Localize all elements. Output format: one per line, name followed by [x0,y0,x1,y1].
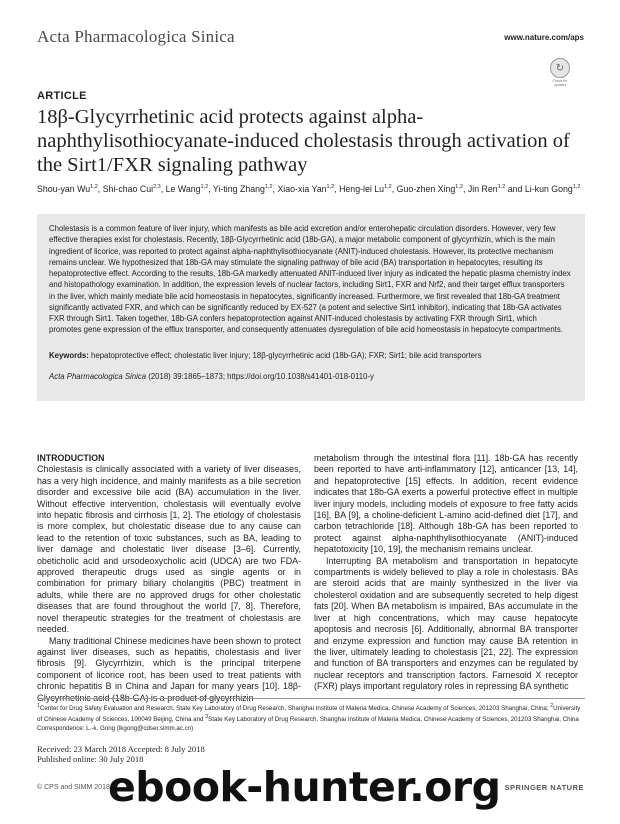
author-name: Yi-ting Zhang [212,183,265,194]
affiliations [37,702,585,733]
author-name: Le Wang [165,183,201,194]
citation [49,372,571,381]
article-title: 18β-Glycyrrhetinic acid protects against alpha-naphthylisothiocyanate-induced cholestasis through activation of the Sirt1/FXR signaling pathway [37,106,570,176]
abstract-box [37,214,585,401]
citation-details: (2018) 39:1865–1873; https://doi.org/10.1038/s41401-018-0110-y [146,372,374,381]
author-affiliation-marker: 1,2 [384,184,392,190]
abstract-text: Cholestasis is a common feature of liver injury, which manifests as bile acid excretion and/or enterohepatic circulation disorders. However, very few effective therapies exist for cholestasis. Recently, 18β-Glycyrrhetinic acid (18b-GA), a major metabolic component of glycyrrhizin, which is the main ingredient of licorice, was reported to protect against alpha-naphthylisothiocyanate (ANIT)-induced cholestasis. However, its protective mechanism remains unclear. We hypothesized that 18b-GA may stimulate the signaling pathway of bile acid (BA) transportation in hepatocytes, resulting its hepatoprotective effect. According to the results, 18b-GA markedly attenuated ANIT-induced liver injury as indicated the hepatic plasma chemistry index and histopathology examination. In addition, the expression levels of nuclear factors, including Sirt1, FXR and Nrf2, and their target efflux transporters in the liver, which mainly mediate bile acid homeostasis in hepatocytes, significantly increased. Furthermore, we first revealed that 18b-GA treatment significantly activated FXR, and which can be significantly reduced by EX-527 (a potent and selective Sirt1 inhibitor), indicating that 18b-GA activates FXR through Sirt1. Taken together, 18b-GA confers hepatoprotection against ANIT-induced cholestasis by activating FXR through Sirt1, which promotes gene expression of the efflux transporter, and consequently attenuates dysregulation of bile acid homeostasis in hepatocyte compartments. [49,224,571,335]
author-affiliation-marker: 2,3 [153,184,161,190]
affiliation-marker: 2 [550,703,554,709]
citation-journal: Acta Pharmacologica Sinica [49,372,147,381]
copyright: © CPS and SIMM 2018 [37,784,110,791]
keywords-text: hepatoprotective effect; cholestatic liver injury; 18β-glycyrrhetinic acid (18b-GA); FXR; Sirt1; bile acid transporters [91,351,482,360]
author-affiliation-marker: 1,2 [572,184,581,190]
paragraph: Many traditional Chinese medicines have been shown to protect against liver diseases, such as hepatitis, cholestasis and liver fibrosis [9]. Glycyrrhizin, which is the principal triterpene component of licorice root, has been used to treat patients with chronic hepatitis B in China and Japan for many years [10]. 18β-Glycyrrhetinic acid (18b-GA) is a product of glycyrrhizin [37,635,301,703]
received-accepted: Received: 23 March 2018 Accepted: 8 July 2018 [37,744,205,754]
journal-website-link[interactable]: www.nature.com/aps [504,33,584,42]
author-name: Heng-lei Lu [339,183,385,194]
author-name: Jin Ren [467,183,498,194]
check-for-updates-badge[interactable] [548,58,572,86]
watermark: ebook-hunter.org [108,763,501,811]
section-heading-introduction: INTRODUCTION [37,453,105,463]
affiliation-list [37,702,585,724]
author-name: Xiao-xia Yan [277,183,327,194]
author-name: Shi-chao Cui [102,183,154,194]
paragraph: metabolism through the intestinal flora [11]. 18b-GA has recently been reported to have anti-inflammatory [12], anticancer [13, 14], and hepatoprotective [15] effects. In addition, recent evidence indicates that 18b-GA exerts a powerful protective effect in multiple liver injury models, including models of exposure to free fatty acids [16], BA [9], a choline-deficient L-amino acid-defined diet [17], and carbon tetrachloride [18]. Although 18b-GA has been reported to protect against alpha-naphthylisothiocyanate (ANIT)-induced hepatotoxicity [10, 19], the mechanism remains unclear. [314,453,578,555]
paragraph: Cholestasis is clinically associated with a variety of liver diseases, has a very high incidence, and mainly manifests as a bile secretion disorder and excessive bile acid (BA) accumulation in the liver. Without effective intervention, cholestasis will eventually evolve into hepatic fibrosis and cirrhosis [1, 2]. The etiology of cholestasis is more complex, but cholestatic disease due to any cause can lead to the retention of toxic substances, such as BA, leading to liver damage and cholestatic liver disease [3–6]. Currently, obeticholic acid and ursodeoxycholic acid (UDCA) are two FDA-approved therapeutic drugs used as single agents or in combination for primary biliary cholangitis (PBC) treatment in adults, while there are no approved drugs for other cholestatic diseases that are found throughout the world [7, 8]. Therefore, novel therapeutic strategies for the treatment of cholestasis are needed. [37,464,301,635]
author-affiliation-marker: 1,2 [90,184,98,190]
published-online: Published online: 30 July 2018 [37,754,144,764]
affiliation-text: University of Chinese Academy of Sciences, 100049 Beijing, China and [37,705,581,724]
publication-dates [37,744,205,764]
body-column-right [314,453,578,693]
author-affiliation-marker: 1,2 [497,184,506,190]
author-affiliation-marker: 1,2 [264,184,273,190]
affiliation-marker: 3 [205,714,209,721]
author-name: Li-kun Gong [524,183,573,194]
correspondence: Correspondence: L.-k. Gong (lkgong@cdser.simm.ac.cn) [37,725,194,733]
check-updates-caption: Check for updates [552,79,568,87]
author-affiliation-marker: 1,2 [326,184,335,190]
author-name: Shou-yan Wu [37,183,91,194]
journal-name: Acta Pharmacologica Sinica [37,27,235,46]
keywords [49,351,571,360]
paragraph: Interrupting BA metabolism and transportation in hepatocyte compartments is widely believed to play a role in cholestasis. BAs are steroid acids that are mainly synthesized in the liver via cholesterol oxidation and are subsequently secreted to help digest fats [20]. When BA metabolism is impaired, BAs accumulate in the liver at high concentrations, which may cause hepatocyte apoptosis and necrosis [6]. Additionally, abnormal BA transporter and enzyme expression and function may cause BA retention in the liver, ultimately leading to cholestasis [21, 22]. The expression and function of BA transporters and enzymes can be regulated by nuclear receptors and transcription factors. Farnesoid X receptor (FXR) plays important regulatory roles in repressing BA synthetic [314,555,578,692]
publisher-logo: SPRINGER NATURE [504,783,584,792]
affiliation-text: Center for Drug Safety Evaluation and Research, State Key Laboratory of Drug Research, Shanghai Institute of Materia Medica, Chinese Academy of Sciences, 201203 Shanghai, China; [39,705,551,713]
author-name: Guo-zhen Xing [396,183,456,194]
footnote-divider [37,698,585,699]
author-affiliation-marker: 1,2 [455,184,463,190]
author-list: Shou-yan Wu$^{1,2}$, Shi-chao Cui$^{2,3}$, Le Wang$^{1,2}$, Yi-ting Zhang$^{1,2}$, Xiao-xia Yan$^{1,2}$, Heng-lei Lu$^{1,2}$, Guo-zhen Xing$^{1,2}$, Jin Ren$^{1,2}$ and Li-kun Gong$^{1,2}$ [37,183,581,194]
check-updates-icon: ↻ [550,58,570,78]
author-affiliation-marker: 1,2 [200,184,209,190]
body-column-left [37,453,301,704]
affiliation-text: State Key Laboratory of Drug Research, Shanghai Institute of Materia Medica, Chinese Academy of Sciences, 201203 Shanghai, China [208,716,579,724]
article-type: ARTICLE [37,90,87,102]
affiliation-marker: 1 [37,703,40,709]
keywords-label: Keywords: [49,351,89,360]
